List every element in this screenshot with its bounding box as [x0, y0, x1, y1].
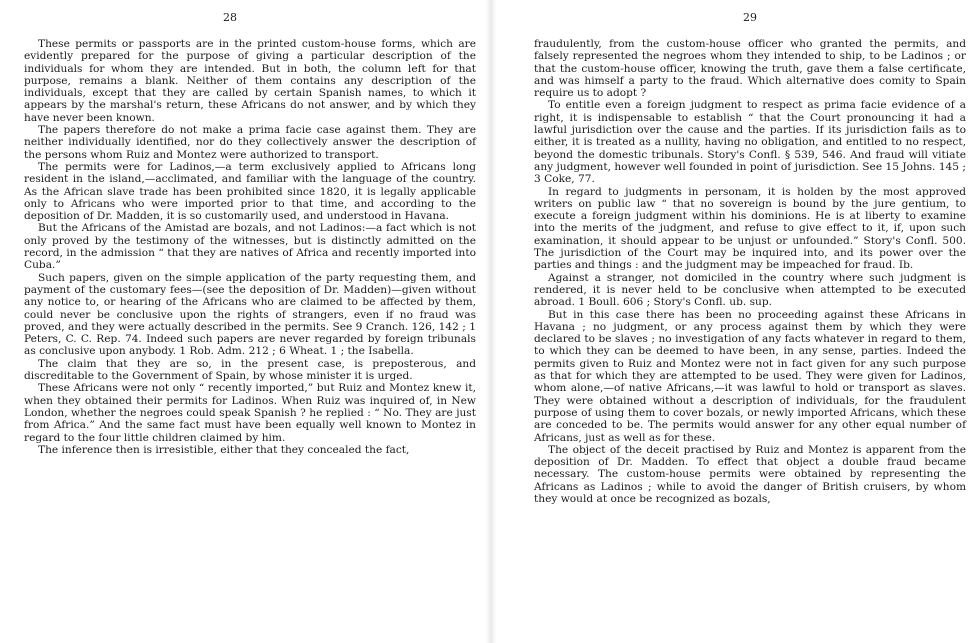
paragraph: The permits were for Ladinos,—a term exclusively applied to Africans long resident in the island,—acclimated, and familiar with the language of the country. As the African slave trade has been prohibited since 1820, it is legally applicable only to Africans who were imported prior to that time, and according to the deposition of Dr. Madden, it is so customarily used, and understood in Havana. [24, 160, 476, 223]
page-number: 29 [743, 11, 757, 24]
paragraph: The inference then is irresistible, either that they concealed the fact, [38, 443, 410, 456]
paragraph: But the Africans of the Amistad are bozals, and not Ladinos:—a fact which is not only proved by the testimony of the witnesses, but is distinctly admitted on the record, in the admission “ that they are natives of Africa and recently imported into Cuba.” [24, 222, 476, 272]
paragraph: The papers therefore do not make a prima facie case against them. They are neither individually identified, nor do they collectively answer the description of the persons whom Ruiz and Montez were authorized to transport. [24, 124, 476, 161]
paragraph: The claim that they are so, in the present case, is preposterous, and discreditable to the Government of Spain, by whose minister it is urged. [24, 357, 476, 383]
paragraph: To entitle even a foreign judgment to respect as prima facie evidence of a right, it is indispensable to establish “ that the Court pronouncing it had a lawful jurisdiction over the cause and the parties. If its jurisdiction fails as to either, it is treated as a nullity, having no obligation, and entitled to no respect, beyond the domestic tribunals. Story's Confl. § 539, 546. And fraud will vitiate any judgment, however well founded in point of jurisdiction. See 15 Johns. 145 ; 3 Coke, 77. [534, 99, 966, 186]
paragraph: But in this case there has been no proceeding against these Africans in Havana ; no judgment, or any process against them by which they were declared to be slaves ; no investigation of any facts whatever in regard to them, to which they can be deemed to have been, in any sense, parties. Indeed the permits given to Ruiz and Montez were not in fact given for any such purpose as that for which they are attempted to be used. They were given for Ladinos, whom alone,—of native Africans,—it was lawful to hold or transport as slaves. They were obtained without a description of individuals, for the fraudulent purpose of using them to cover bozals, or newly imported Africans, which these are conceded to be. The permits would answer for any other equal number of Africans, just as well as for these. [534, 308, 966, 444]
right-page [490, 0, 980, 643]
paragraph: The object of the deceit practised by Ruiz and Montez is apparent from the deposition of Dr. Madden. To effect that object a double fraud became necessary. The custom-house permits were obtained by representing the Africans as Ladinos ; while to avoid the danger of British cruisers, by whom they would at once be recognized as bozals, [534, 443, 966, 505]
paragraph: Against a stranger, not domiciled in the country where such judgment is rendered, it is never held to be conclusive when attempted to be executed abroad. 1 Boull. 606 ; Story's Confl. ub. sup. [534, 271, 966, 309]
page-number: 28 [223, 11, 237, 24]
paragraph: These permits or passports are in the printed custom-house forms, which are evidently prepared for the purpose of giving a particular description of the individuals for whom they are intended. But in both, the column left for that purpose, remains a blank. Neither of them contains any description of the individuals, except that they are called by certain Spanish names, to which it appears by the marshal's return, these Africans do not answer, and by which they have never been known. [24, 38, 476, 124]
paragraph: fraudulently, from the custom-house officer who granted the permits, and falsely represented the negroes whom they intended to ship, to be Ladinos ; or that the custom-house officer, knowing the truth, gave them a false certificate, and was himself a party to the fraud. Which alternative does comity to Spain require us to adopt ? [534, 38, 966, 100]
paragraph: In regard to judgments in personam, it is holden by the most approved writers on public law “ that no sovereign is bound by the jure gentium, to execute a foreign judgment within his dominions. He is at liberty to examine into the merits of the judgment, and refuse to give effect to it, if, upon such examination, it should appear to be unjust or unfounded.” Story's Confl. 500. The jurisdiction of the Court may be inquired into, and its power over the parties and things : and the judgment may be impeached for fraud. Ib. [534, 185, 966, 272]
paragraph: These Africans were not only “ recently imported,” but Ruiz and Montez knew it, when they obtained their permits for Ladinos. When Ruiz was inquired of, in New London, whether the negroes could speak Spanish ? he replied : “ No. They are just from Africa.” And the same fact must have been equally well known to Montez in regard to the four little children claimed by him. [24, 382, 476, 444]
paragraph: Such papers, given on the simple application of the party requesting them, and payment of the customary fees—(see the deposition of Dr. Madden)—given without any notice to, or hearing of the Africans who are claimed to be affected by them, could never be conclusive upon the rights of strangers, even if no fraud was proved, and they were actually described in the permits. See 9 Cranch. 126, 142 ; 1 Peters, C. C. Rep. 74. Indeed such papers are never regarded by foreign tribunals as conclusive upon anybody. 1 Rob. Adm. 212 ; 6 Wheat. 1 ; the Isabella. [24, 271, 476, 358]
